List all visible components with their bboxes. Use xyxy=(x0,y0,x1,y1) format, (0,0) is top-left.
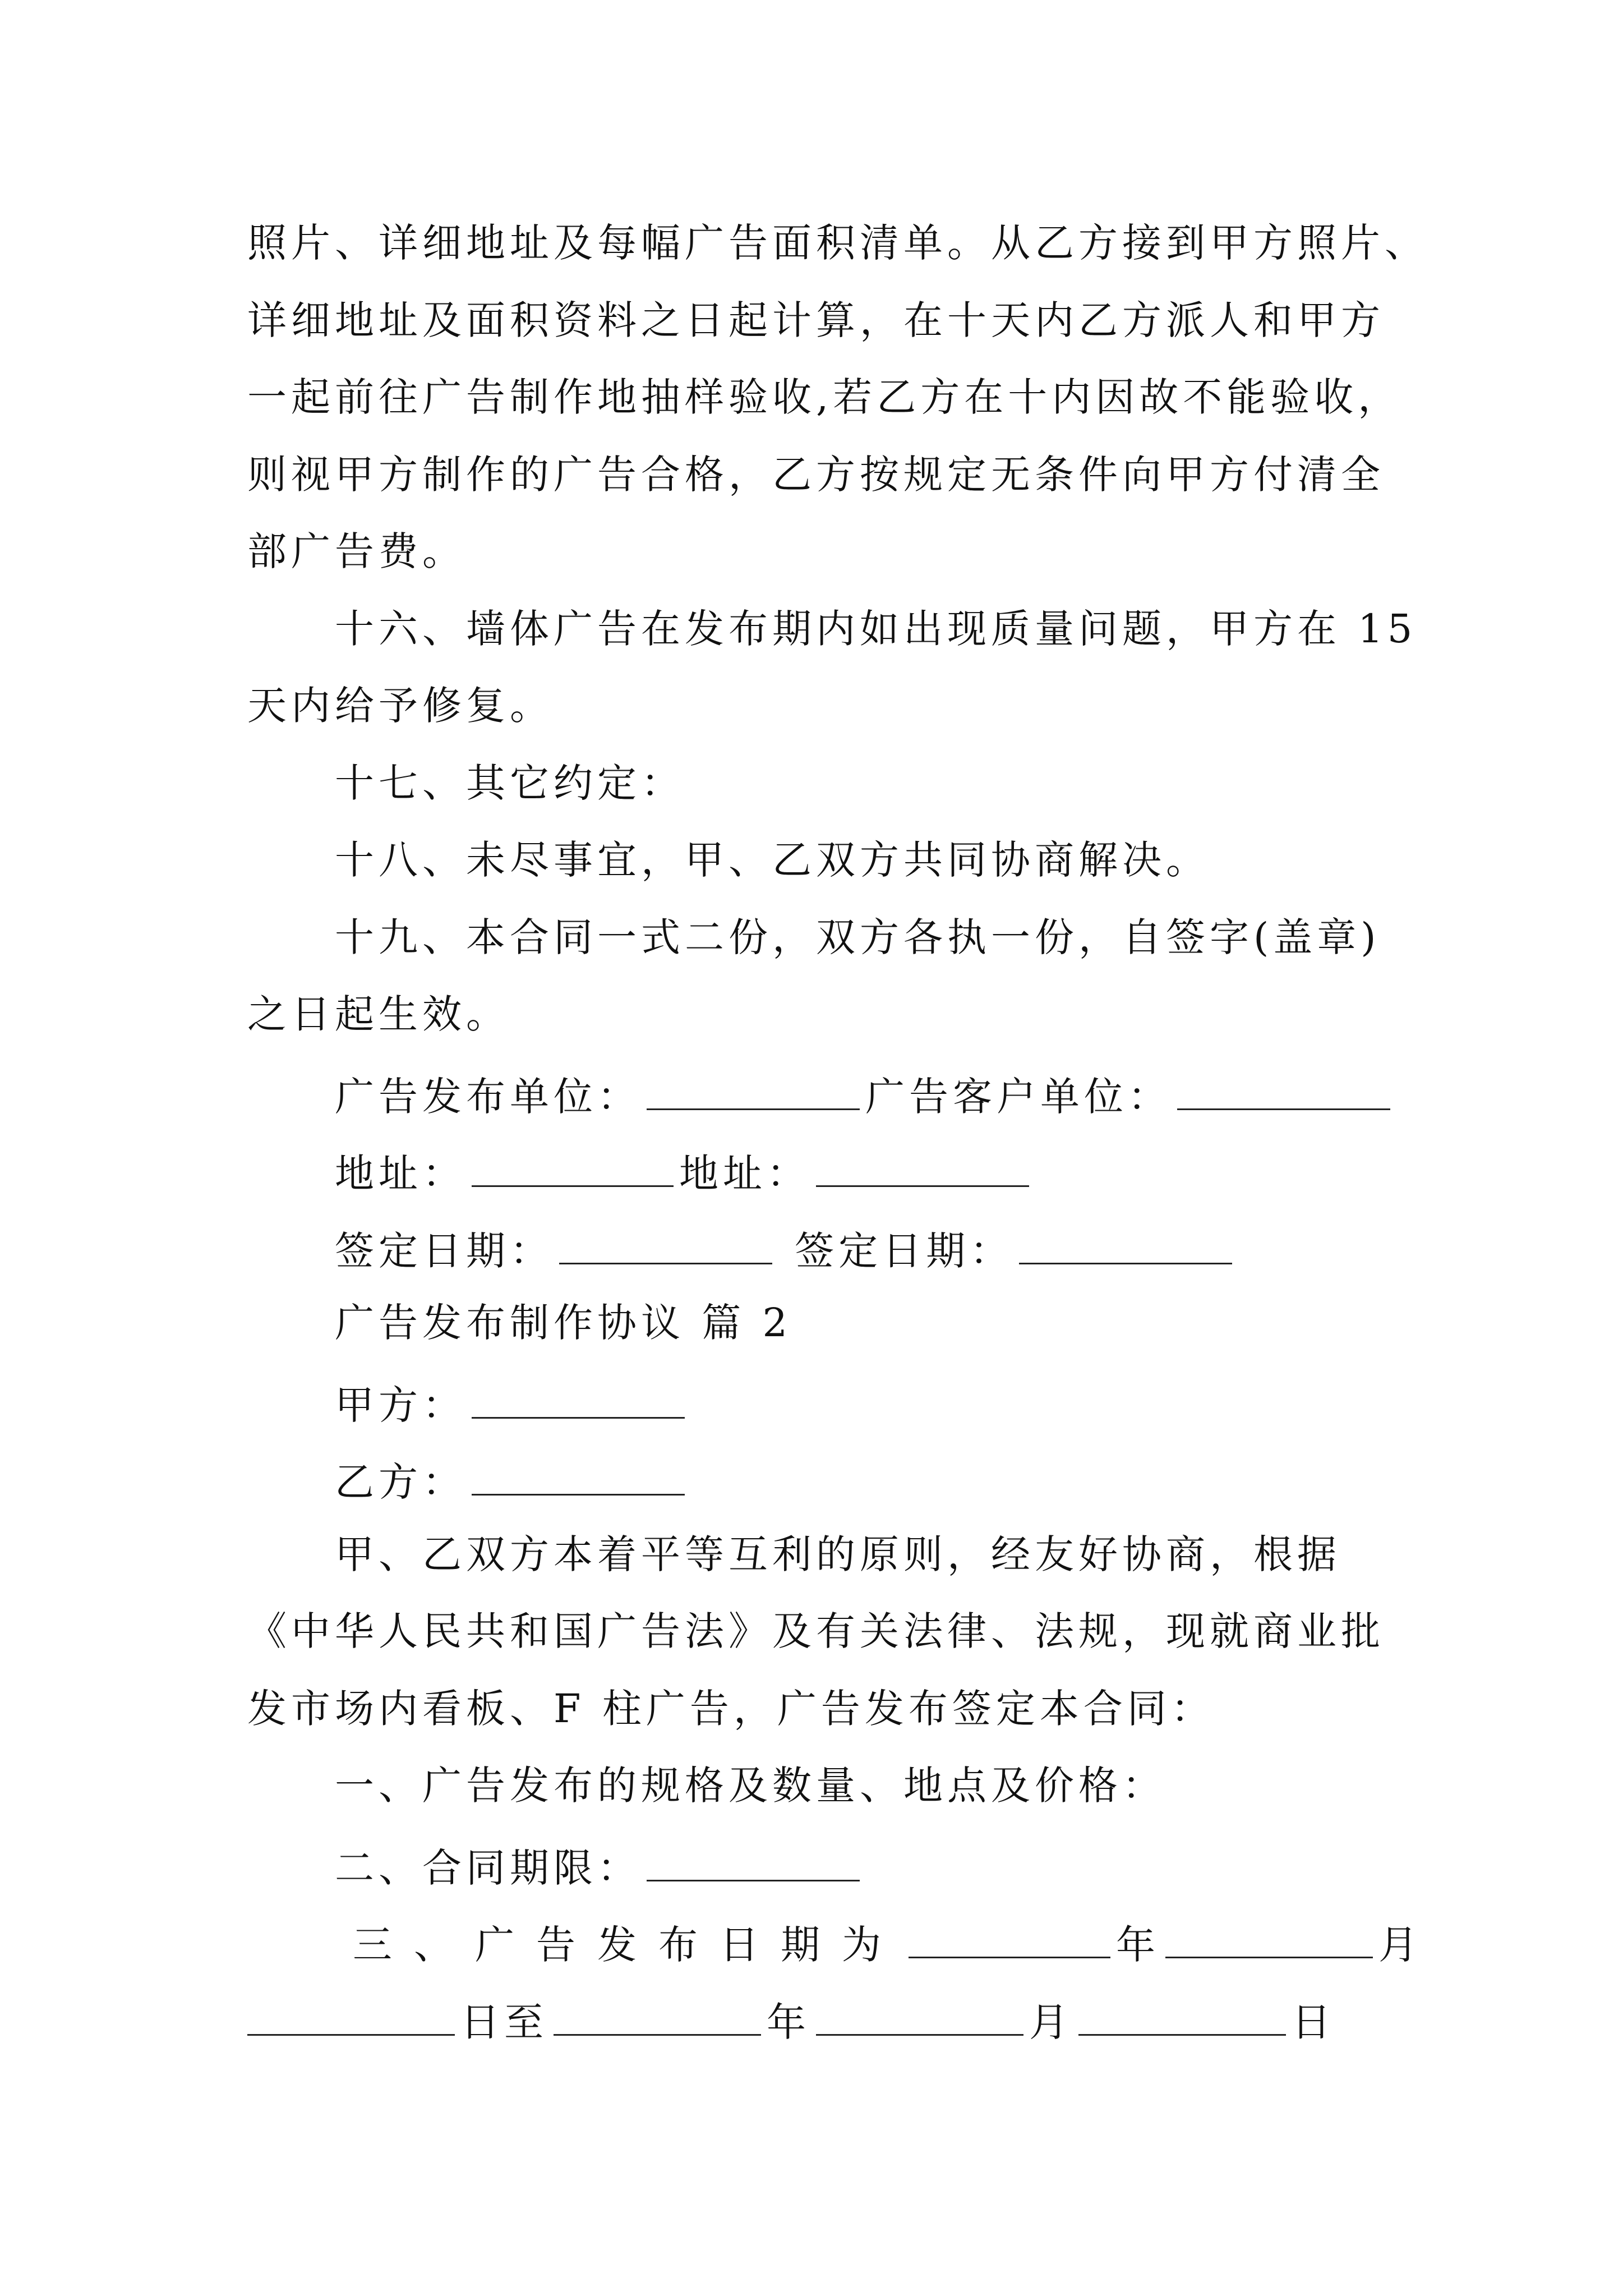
party-b-label: 乙方： xyxy=(335,1459,466,1505)
date-label-a: 签定日期： xyxy=(335,1228,554,1274)
end-day-unit: 日 xyxy=(1292,1999,1335,2045)
clause-18: 十八、未尽事宜，甲、乙双方共同协商解决。 xyxy=(335,837,1210,883)
end-day-blank[interactable] xyxy=(1078,1989,1286,2036)
to-label: 日至 xyxy=(460,1999,548,2045)
publisher-blank[interactable] xyxy=(647,1064,860,1110)
end-year-unit: 年 xyxy=(767,1999,810,2045)
section-title: 广告发布制作协议 篇 2 xyxy=(335,1300,792,1346)
party-a-label: 甲方： xyxy=(335,1382,466,1428)
date-blank-b[interactable] xyxy=(1019,1218,1232,1264)
date-range-row xyxy=(247,1989,1335,2045)
intro-line: 《中华人民共和国广告法》及有关法律、法规，现就商业批 xyxy=(247,1608,1385,1654)
client-blank[interactable] xyxy=(1177,1064,1390,1110)
clause-16-line: 十六、墙体广告在发布期内如出现质量问题，甲方在 15 xyxy=(335,606,1417,652)
end-year-blank[interactable] xyxy=(554,1989,761,2036)
publisher-label: 广告发布单位： xyxy=(335,1074,641,1120)
end-month-blank[interactable] xyxy=(816,1989,1023,2036)
sign-date-row xyxy=(335,1218,1238,1274)
address-blank-b[interactable] xyxy=(816,1140,1029,1187)
party-b-blank[interactable] xyxy=(472,1449,685,1496)
date-blank-a[interactable] xyxy=(559,1218,772,1264)
item-1: 一、广告发布的规格及数量、地点及价格： xyxy=(335,1763,1166,1809)
clause-16-line: 天内给予修复。 xyxy=(247,683,554,729)
address-blank-a[interactable] xyxy=(472,1140,674,1187)
party-a-row xyxy=(335,1372,690,1428)
address-row xyxy=(335,1140,1035,1197)
intro-line: 甲、乙双方本着平等互利的原则，经友好协商，根据 xyxy=(335,1531,1341,1577)
text-line: 详细地址及面积资料之日起计算，在十天内乙方派人和甲方 xyxy=(247,297,1385,343)
end-month-unit: 月 xyxy=(1029,1999,1073,2045)
year-unit: 年 xyxy=(1116,1922,1160,1968)
start-month-blank[interactable] xyxy=(1165,1912,1373,1958)
text-line: 部广告费。 xyxy=(247,528,466,574)
party-a-blank[interactable] xyxy=(472,1372,685,1419)
text-line: 一起前往广告制作地抽样验收,若乙方在十内因故不能验收， xyxy=(247,374,1402,420)
term-blank[interactable] xyxy=(647,1835,860,1881)
start-day-blank[interactable] xyxy=(247,1989,455,2036)
date-label-b: 签定日期： xyxy=(795,1228,1014,1274)
item-3-label: 三、广告发布日期为 xyxy=(353,1922,903,1968)
item-2-label: 二、合同期限： xyxy=(335,1845,641,1891)
clause-19-line: 之日起生效。 xyxy=(247,991,510,1037)
item-2-row xyxy=(335,1835,865,1891)
text-line: 照片、详细地址及每幅广告面积清单。从乙方接到甲方照片、 xyxy=(247,220,1428,266)
party-b-row xyxy=(335,1449,690,1505)
month-unit: 月 xyxy=(1378,1922,1422,1968)
clause-17: 十七、其它约定： xyxy=(335,760,685,806)
address-label-a: 地址： xyxy=(335,1151,466,1197)
start-year-blank[interactable] xyxy=(909,1912,1110,1958)
item-3-row xyxy=(353,1912,1422,1968)
text-line: 则视甲方制作的广告合格，乙方按规定无条件向甲方付清全 xyxy=(247,452,1385,498)
client-label: 广告客户单位： xyxy=(865,1074,1172,1120)
address-label-b: 地址： xyxy=(679,1151,810,1197)
clause-19-line: 十九、本合同一式二份，双方各执一份，自签字(盖章) xyxy=(335,914,1381,960)
intro-line: 发市场内看板、F 柱广告，广告发布签定本合同： xyxy=(247,1686,1215,1732)
signature-unit-row xyxy=(335,1064,1396,1120)
